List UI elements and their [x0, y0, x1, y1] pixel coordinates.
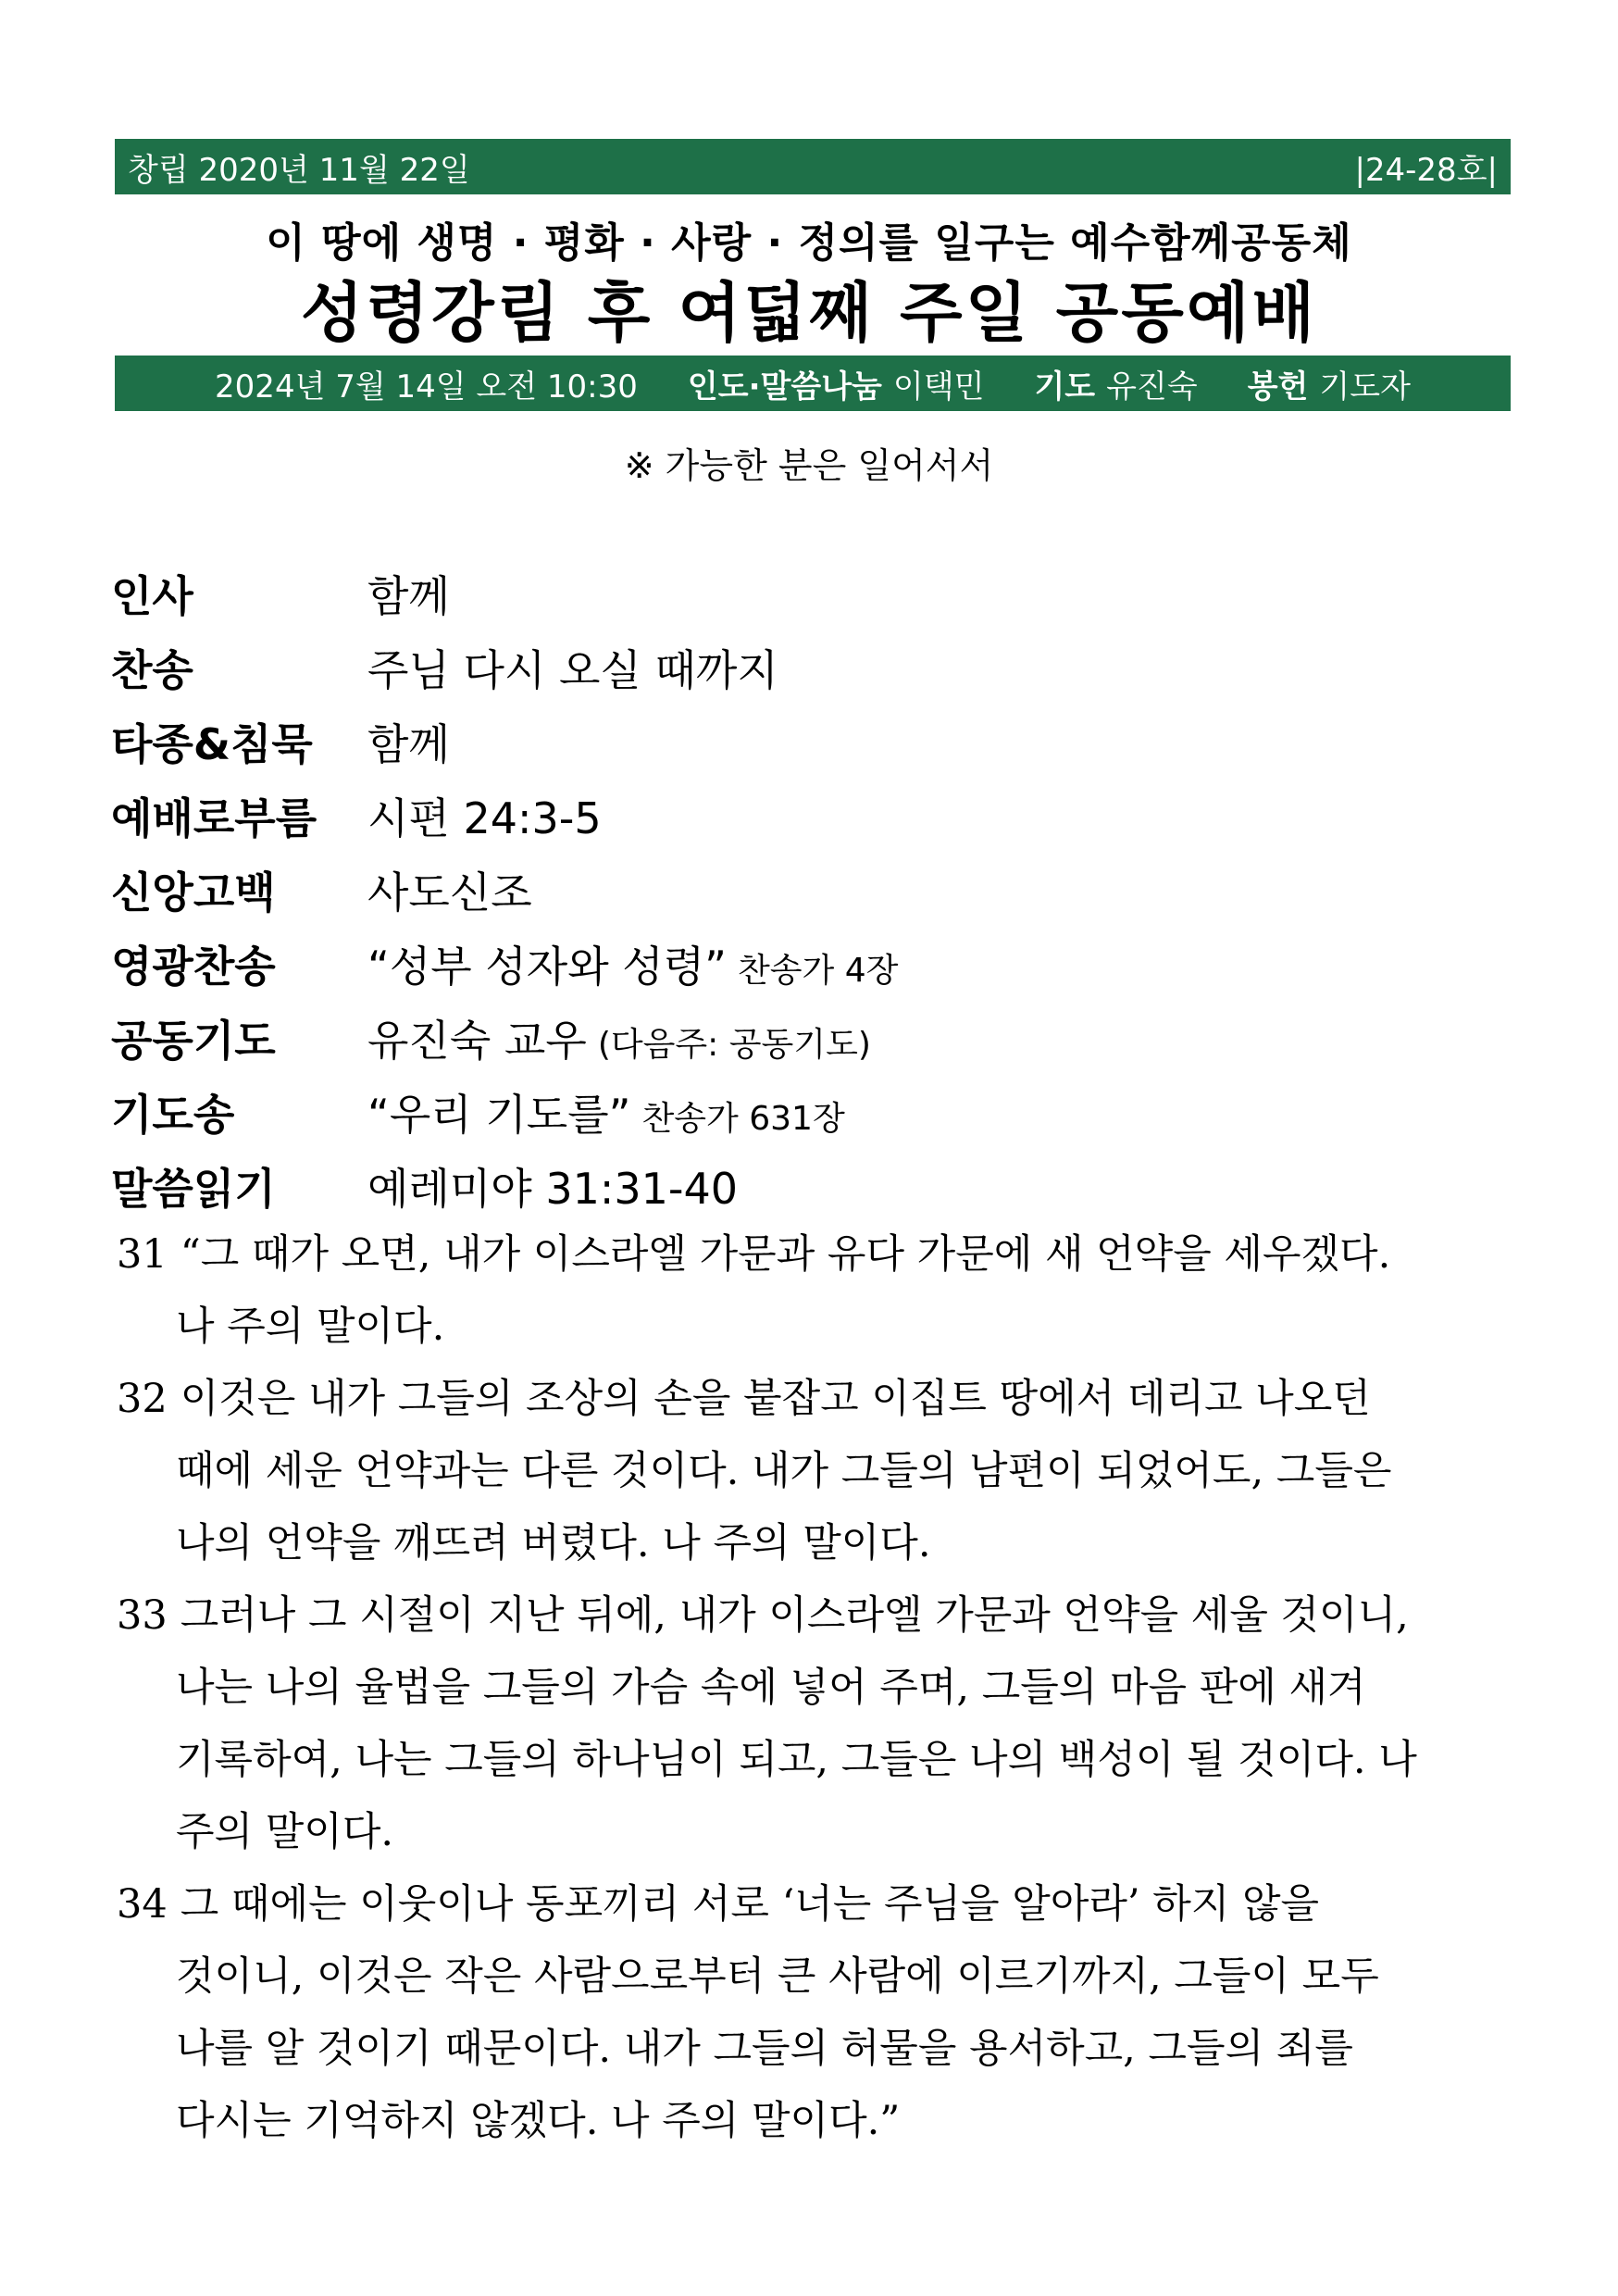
- verse-text: 나는 나의 율법을 그들의 가슴 속에 넣어 주며, 그들의 마음 판에 새겨: [176, 1665, 1366, 1711]
- order-value: 예레미야 31:31-40: [367, 1164, 739, 1214]
- verse-number: 31: [117, 1231, 168, 1278]
- verse-text: 이것은 내가 그들의 조상의 손을 붙잡고 이집트 땅에서 데리고 나오던: [180, 1376, 1371, 1422]
- verse-text: 것이니, 이것은 작은 사람으로부터 큰 사람에 이르기까지, 그들이 모두: [176, 1953, 1379, 2000]
- service-datetime: 2024년 7월 14일 오전 10:30: [215, 368, 638, 406]
- role-leader-label: 인도·말씀나눔: [687, 368, 882, 406]
- community-slogan: 이 땅에 생명 · 평화 · 사랑 · 정의를 일구는 예수함께공동체: [266, 219, 1352, 267]
- order-note: 찬송가 631장: [641, 1100, 845, 1138]
- order-item: [111, 637, 778, 693]
- order-label: 인사: [111, 571, 193, 621]
- order-value: 함께: [367, 719, 450, 769]
- verse-text: 때에 세운 언약과는 다른 것이다. 내가 그들의 남편이 되었어도, 그들은: [176, 1448, 1392, 1494]
- verse-text: 주의 말이다.: [176, 1809, 394, 1855]
- role-offering-label: 봉헌: [1247, 368, 1309, 406]
- service-info-bar: [115, 356, 1511, 411]
- verse-line: [117, 1868, 1505, 1940]
- order-value: 시편 24:3-5: [367, 793, 602, 843]
- order-item: [111, 933, 899, 992]
- role-offering-name: 기도자: [1319, 368, 1411, 406]
- verse-line: [117, 1796, 1505, 1868]
- verse-line: [117, 1363, 1505, 1435]
- order-item: [111, 859, 532, 915]
- order-label: 기도송: [111, 1090, 235, 1140]
- order-item: [111, 785, 602, 841]
- verse-line: [117, 1652, 1505, 1724]
- order-item: [111, 1007, 871, 1066]
- order-label: 공동기도: [111, 1016, 276, 1066]
- verse-text: 나를 알 것이기 때문이다. 내가 그들의 허물을 용서하고, 그들의 죄를: [176, 2026, 1353, 2072]
- verse-line: [117, 1724, 1505, 1796]
- verse-line: [117, 1435, 1505, 1507]
- order-item: [111, 1155, 739, 1214]
- verse-line: [117, 1291, 1505, 1363]
- verse-line: [117, 1579, 1505, 1652]
- service-title: 성령강림 후 여덟째 주일 공동예배: [300, 275, 1318, 351]
- order-value: “우리 기도를”: [367, 1090, 631, 1140]
- verse-line: [117, 1940, 1505, 2013]
- founded-date: 창립 2020년 11월 22일: [128, 151, 470, 189]
- order-value: 사도신조: [367, 867, 532, 917]
- verse-text: 그 때에는 이웃이나 동포끼리 서로 ‘너는 주님을 알아라’ 하지 않을: [180, 1881, 1320, 1928]
- verse-line: [117, 1218, 1505, 1291]
- order-item: [111, 1081, 845, 1140]
- order-item: [111, 563, 450, 621]
- verse-text: 나의 언약을 깨뜨려 버렸다. 나 주의 말이다.: [176, 1520, 931, 1566]
- order-label: 신앙고백: [111, 867, 276, 917]
- verse-line: [117, 2085, 1505, 2157]
- verse-number: 33: [117, 1592, 168, 1639]
- verse-line: [117, 1507, 1505, 1579]
- verse-text: 기록하여, 나는 그들의 하나님이 되고, 그들은 나의 백성이 될 것이다. 나: [176, 1737, 1417, 1783]
- header-bar: [115, 139, 1511, 194]
- order-item: [111, 711, 450, 767]
- order-value: “성부 성자와 성령”: [367, 942, 727, 992]
- verse-text: 나 주의 말이다.: [176, 1304, 445, 1350]
- order-note: 찬송가 4장: [737, 952, 899, 990]
- order-label: 찬송: [111, 645, 193, 695]
- order-value: 유진숙 교우: [367, 1016, 587, 1066]
- verse-text: “그 때가 오면, 내가 이스라엘 가문과 유다 가문에 새 언약을 세우겠다.: [180, 1231, 1391, 1278]
- verse-text: 그러나 그 시절이 지난 뒤에, 내가 이스라엘 가문과 언약을 세울 것이니,: [180, 1592, 1409, 1639]
- verse-line: [117, 2013, 1505, 2085]
- scripture-passage: [117, 1218, 1505, 2157]
- order-value: 함께: [367, 571, 450, 621]
- issue-number: |24-28호|: [1354, 151, 1498, 189]
- order-label: 영광찬송: [111, 942, 276, 992]
- stand-note: ※ 가능한 분은 일어서서: [624, 445, 994, 486]
- role-prayer-name: 유진숙: [1106, 368, 1198, 406]
- order-note: (다음주: 공동기도): [597, 1026, 871, 1064]
- order-label: 타종&침묵: [111, 719, 313, 769]
- role-leader-name: 이택민: [892, 368, 985, 406]
- verse-number: 34: [117, 1881, 168, 1928]
- role-prayer-label: 기도: [1034, 368, 1096, 406]
- order-label: 말씀읽기: [111, 1164, 276, 1214]
- order-value: 주님 다시 오실 때까지: [367, 645, 778, 695]
- order-label: 예배로부름: [111, 793, 317, 843]
- verse-text: 다시는 기억하지 않겠다. 나 주의 말이다.”: [176, 2098, 901, 2144]
- verse-number: 32: [117, 1376, 168, 1422]
